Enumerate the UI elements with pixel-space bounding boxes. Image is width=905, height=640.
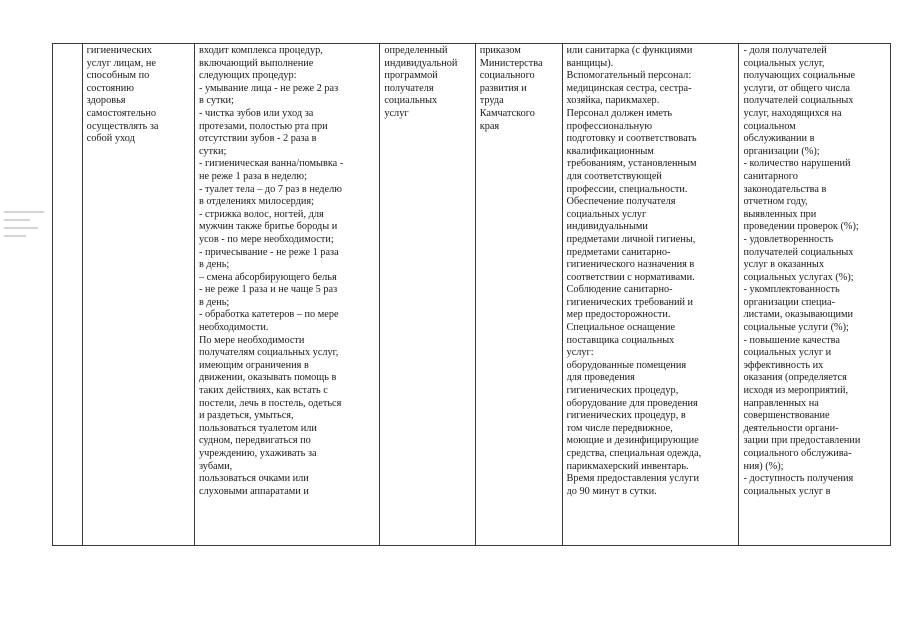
table-cell-conditions — [562, 44, 739, 546]
cell-text: определенный индивидуальной программой получателя социальных услуг — [384, 45, 458, 119]
table-cell-tariff — [475, 44, 562, 546]
cell-text: приказом Министерства социального развития и труда Камчатского края — [479, 45, 543, 132]
cell-text: входит комплекса процедур, включающий выполнение следующих процедур: - умывание лица - не реже 2 раз в сутки; - чистка зубов или уход за протезами, полостью рта при отсутствии зубов - 2 раза в сутки; - гигиеническая ванна/помывка - не реже 1 раза в неделю; - туалет тела – до 7 раз в неделю в отделениях милосердия; - стрижка волос, ногтей, для мужчин также бритье бороды и усов - по мере необходимости; - причесывание - не реже 1 раза в день; – смена абсорбирующего белья - не реже 1 раза и не чаще 5 раз в день; - обработка катетеров – по мере необходимости. По мере необходимости получателям социальных услуг, имеющим ограничения в движении, оказывать помощь в таких действиях, как встать с постели, лечь в постель, одеться и раздеться, умыться, пользоваться туалетом или судном, передвигаться по учреждению, ухаживать за зубами, пользоваться очками или слуховыми аппаратами и — [198, 45, 344, 497]
scan-smudge — [4, 205, 48, 275]
services-table — [52, 43, 891, 546]
table-row — [53, 44, 891, 546]
cell-text — [57, 45, 78, 545]
table-cell-service-name — [82, 44, 194, 546]
cell-text: или санитарка (с функциями ванщицы). Вспомогательный персонал: медицинская сестра, сестра- хозяйка, парикмахер. Персонал должен иметь профессиональную подготовку и соответствовать квалификационным требованиям, установленным для соответствующей профессии, специальности. Обеспечение получателя социальных услуг индивидуальными предметами личной гигиены, предметами санитарно- гигиенического назначения в соответствии с нормативами. Соблюдение санитарно- гигиенических требований и мер предосторожности. Специальное оснащение поставщика социальных услуг: оборудованные помещения для проведения гигиенических процедур, оборудование для проведения гигиенических процедур, в том числе передвижное, моющие и дезинфицирующие средства, специальная одежда, парикмахерский инвентарь. Время предоставления услуги до 90 минут в сутки. — [566, 45, 702, 497]
cell-text: гигиенических услуг лицам, не способным по состоянию здоровья самостоятельно осуществлять за собой уход — [86, 45, 159, 145]
cell-text: - доля получателей социальных услуг, получающих социальные услуги, от общего числа получателей социальных услуг, находящихся на социальном обслуживании в организации (%); - количество нарушений санитарного законодательства в отчетном году, выявленных при проведении проверок (%); - удовлетворенность получателей социальных услуг в оказанных социальных услугах (%); - укомплектованность организации специа- листами, оказывающими социальные услуги (%); - повышение качества социальных услуг и эффективность их оказания (определяется исходя из мероприятий, направленных на совершенствование деятельности органи- зации при предоставлении социального обслужива- ния) (%); - доступность получения социальных услуг в — [743, 45, 861, 497]
table-cell-service-description — [194, 44, 379, 546]
table-cell-quality-indicators — [739, 44, 891, 546]
table-cell-volume — [380, 44, 475, 546]
table-cell-number — [53, 44, 83, 546]
